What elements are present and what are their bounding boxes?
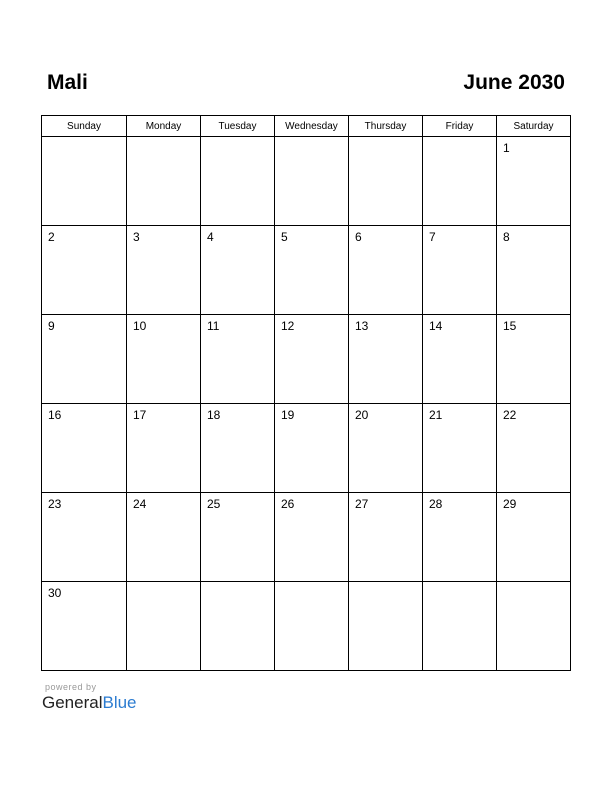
week-row xyxy=(42,315,571,404)
generalblue-logo xyxy=(42,693,137,713)
weekday-thursday: Thursday xyxy=(349,116,423,137)
month-title: June 2030 xyxy=(463,71,565,94)
day-cell xyxy=(349,226,423,315)
powered-by-text: powered by xyxy=(45,682,97,692)
day-number: 29 xyxy=(503,497,517,511)
empty-day-cell xyxy=(201,137,275,226)
calendar-grid xyxy=(41,115,571,671)
brand-general: General xyxy=(42,693,103,712)
day-cell xyxy=(349,493,423,582)
day-cell xyxy=(423,493,497,582)
weekday-wednesday: Wednesday xyxy=(275,116,349,137)
day-number: 20 xyxy=(355,408,369,422)
weekday-header-row xyxy=(42,116,571,137)
empty-day-cell xyxy=(42,137,127,226)
brand-blue: Blue xyxy=(102,693,137,712)
day-number: 28 xyxy=(429,497,443,511)
weekday-friday: Friday xyxy=(423,116,497,137)
day-number: 21 xyxy=(429,408,443,422)
day-number: 24 xyxy=(133,497,147,511)
day-number: 13 xyxy=(355,319,369,333)
day-number: 19 xyxy=(281,408,295,422)
day-cell xyxy=(127,404,201,493)
day-cell xyxy=(497,137,571,226)
day-cell xyxy=(42,493,127,582)
week-row xyxy=(42,226,571,315)
empty-day-cell xyxy=(497,582,571,671)
day-cell xyxy=(275,493,349,582)
empty-day-cell xyxy=(127,582,201,671)
country-title: Mali xyxy=(47,71,88,94)
weekday-saturday: Saturday xyxy=(497,116,571,137)
day-cell xyxy=(127,315,201,404)
empty-day-cell xyxy=(127,137,201,226)
day-number: 6 xyxy=(355,230,362,244)
day-number: 7 xyxy=(429,230,436,244)
day-cell xyxy=(349,404,423,493)
day-cell xyxy=(497,315,571,404)
day-number: 8 xyxy=(503,230,510,244)
day-number: 3 xyxy=(133,230,140,244)
weekday-sunday: Sunday xyxy=(42,116,127,137)
weekday-tuesday: Tuesday xyxy=(201,116,275,137)
day-cell xyxy=(423,315,497,404)
week-row xyxy=(42,404,571,493)
day-number: 14 xyxy=(429,319,443,333)
empty-day-cell xyxy=(275,582,349,671)
day-number: 27 xyxy=(355,497,369,511)
day-number: 26 xyxy=(281,497,295,511)
day-number: 18 xyxy=(207,408,221,422)
day-cell xyxy=(42,582,127,671)
day-number: 4 xyxy=(207,230,214,244)
day-cell xyxy=(275,404,349,493)
day-cell xyxy=(201,315,275,404)
day-cell xyxy=(201,493,275,582)
day-cell xyxy=(497,226,571,315)
day-number: 23 xyxy=(48,497,62,511)
day-number: 30 xyxy=(48,586,62,600)
day-cell xyxy=(201,226,275,315)
day-number: 9 xyxy=(48,319,55,333)
empty-day-cell xyxy=(201,582,275,671)
day-cell xyxy=(42,404,127,493)
empty-day-cell xyxy=(275,137,349,226)
calendar-body xyxy=(42,137,571,671)
week-row xyxy=(42,493,571,582)
day-cell xyxy=(497,493,571,582)
day-number: 17 xyxy=(133,408,147,422)
weekday-monday: Monday xyxy=(127,116,201,137)
week-row xyxy=(42,137,571,226)
day-cell xyxy=(42,315,127,404)
empty-day-cell xyxy=(349,137,423,226)
empty-day-cell xyxy=(423,137,497,226)
day-number: 10 xyxy=(133,319,147,333)
day-number: 22 xyxy=(503,408,517,422)
day-number: 5 xyxy=(281,230,288,244)
day-cell xyxy=(349,315,423,404)
day-number: 12 xyxy=(281,319,295,333)
day-cell xyxy=(423,404,497,493)
day-cell xyxy=(42,226,127,315)
day-cell xyxy=(275,226,349,315)
day-cell xyxy=(127,226,201,315)
day-number: 15 xyxy=(503,319,517,333)
day-number: 16 xyxy=(48,408,62,422)
day-cell xyxy=(127,493,201,582)
day-number: 2 xyxy=(48,230,55,244)
day-cell xyxy=(275,315,349,404)
day-number: 25 xyxy=(207,497,221,511)
day-cell xyxy=(497,404,571,493)
day-cell xyxy=(201,404,275,493)
day-number: 11 xyxy=(207,319,220,333)
day-number: 1 xyxy=(503,141,510,155)
week-row xyxy=(42,582,571,671)
empty-day-cell xyxy=(349,582,423,671)
day-cell xyxy=(423,226,497,315)
empty-day-cell xyxy=(423,582,497,671)
